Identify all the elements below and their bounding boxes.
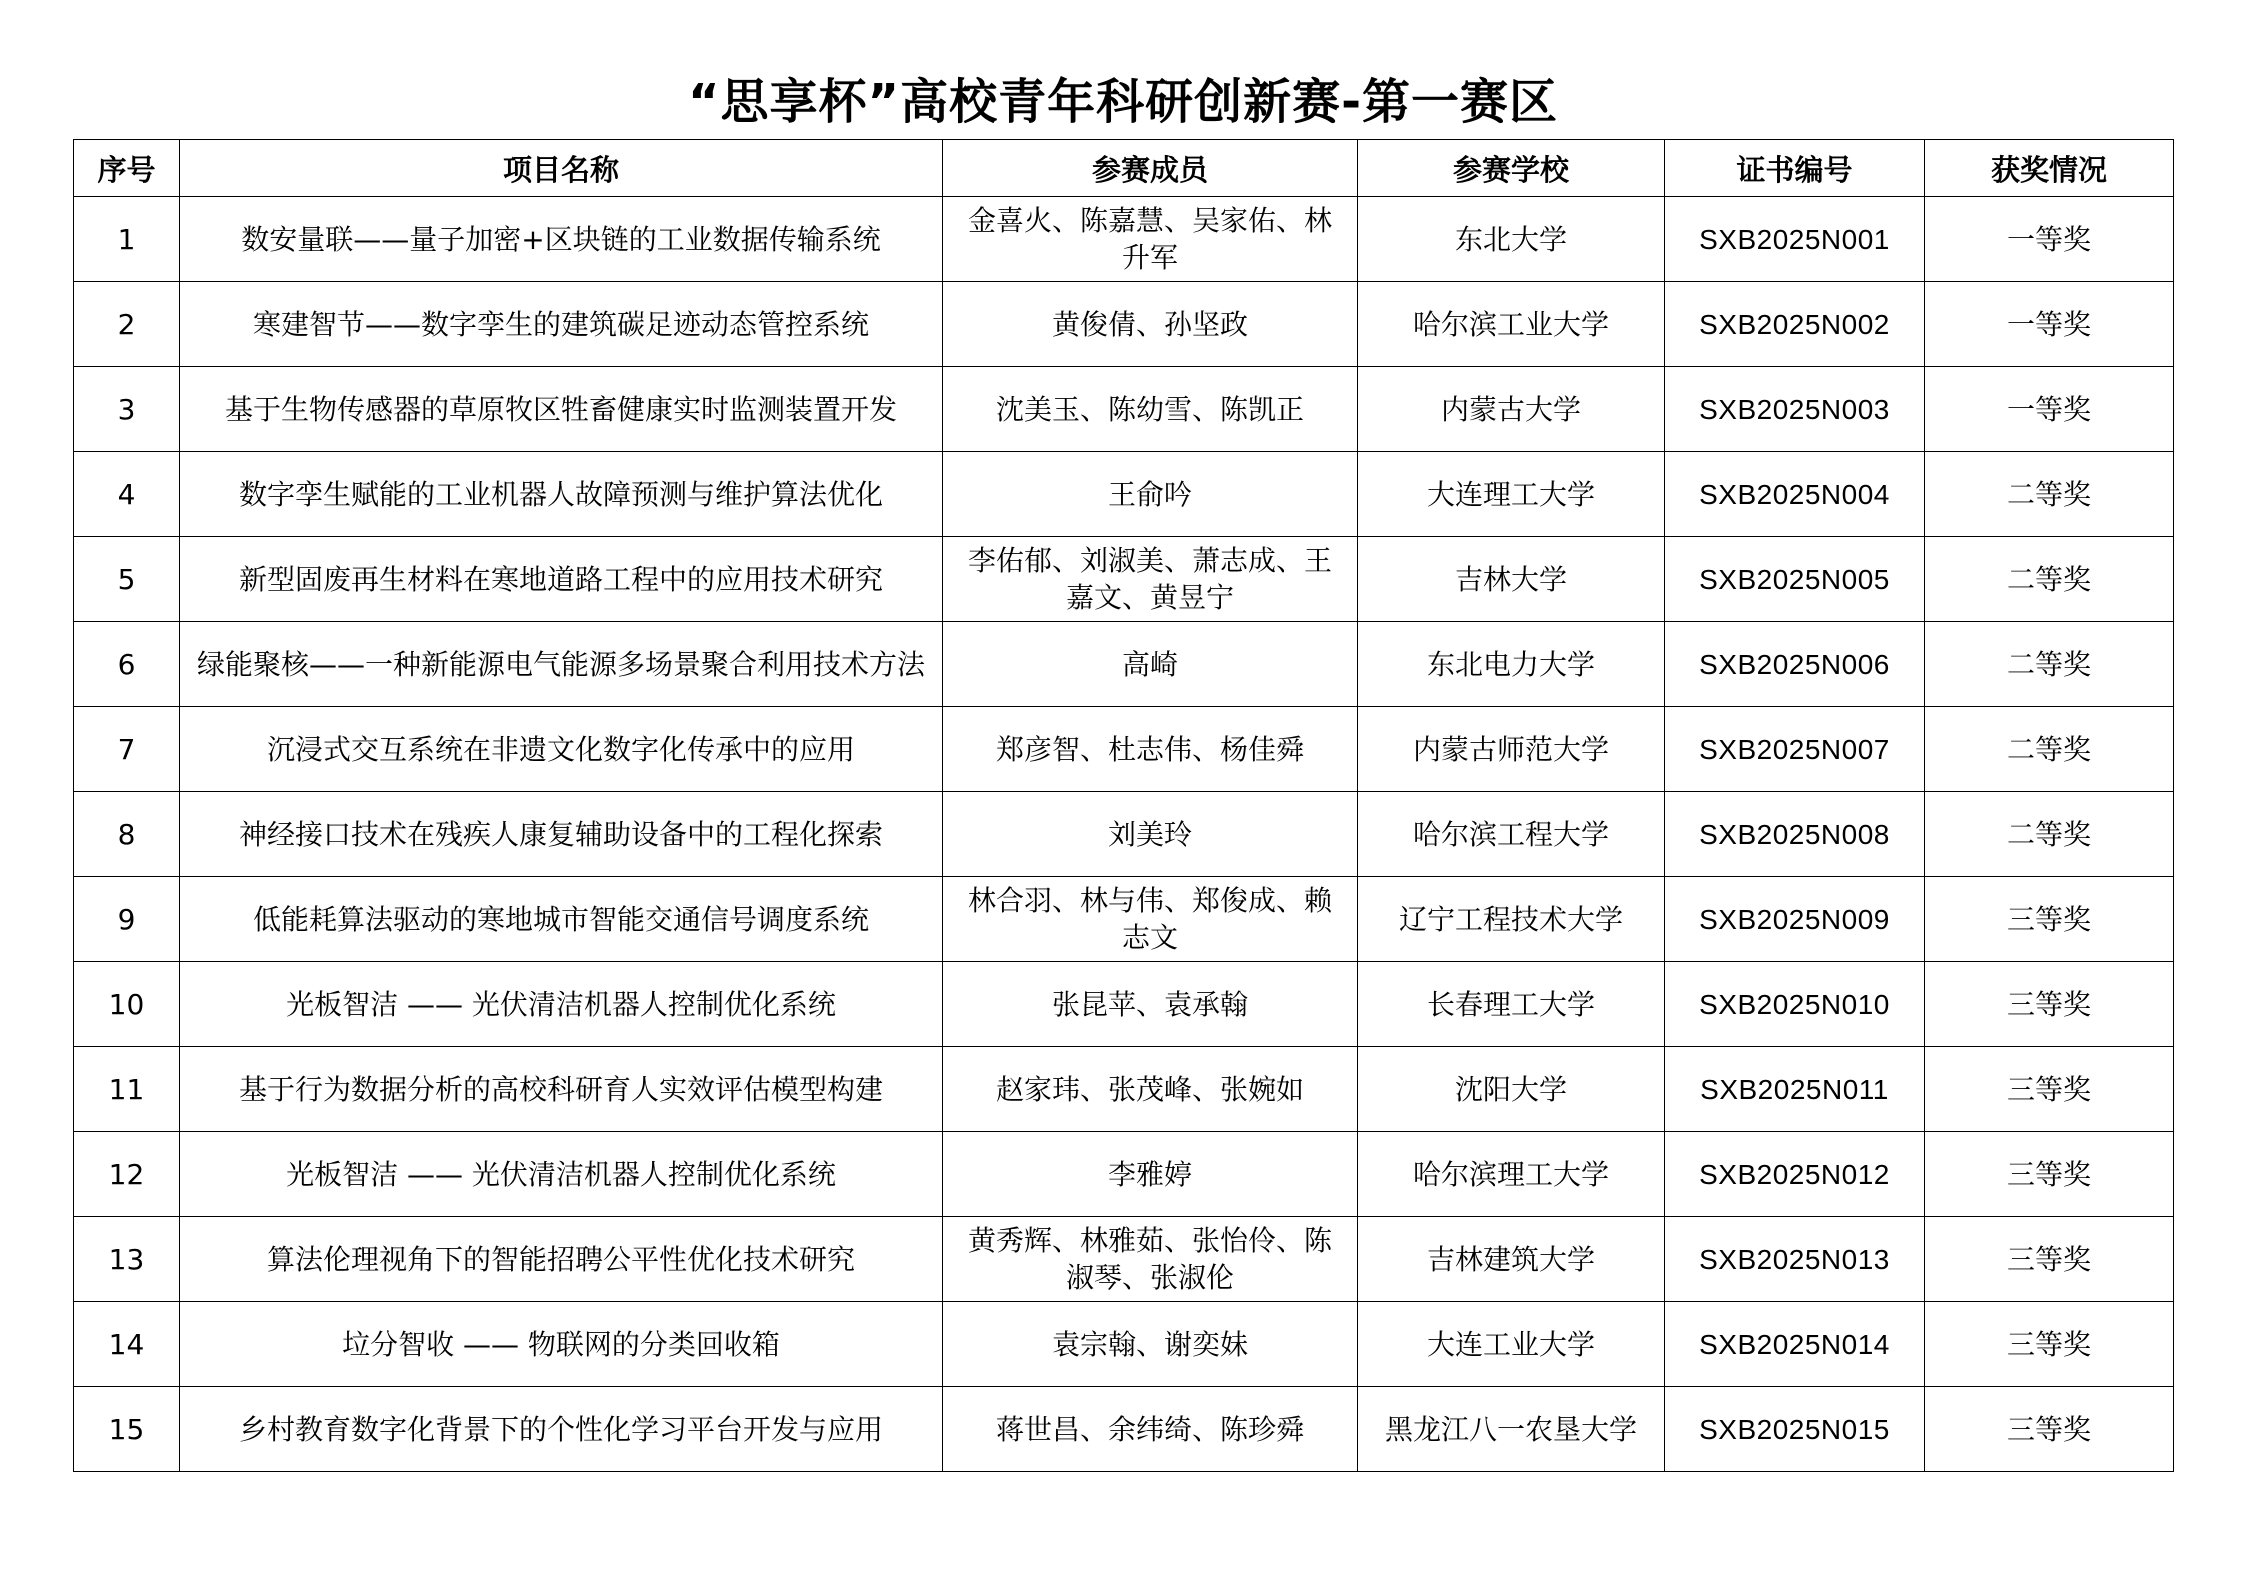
cell-school: 长春理工大学 [1358, 962, 1665, 1047]
cell-award: 三等奖 [1925, 877, 2174, 962]
cell-project: 光板智洁 —— 光伏清洁机器人控制优化系统 [180, 1132, 943, 1217]
cell-award: 二等奖 [1925, 792, 2174, 877]
column-header-award: 获奖情况 [1925, 140, 2174, 197]
cell-award: 一等奖 [1925, 282, 2174, 367]
cell-project: 乡村教育数字化背景下的个性化学习平台开发与应用 [180, 1387, 943, 1472]
table-row [74, 1387, 2174, 1472]
table-row [74, 1047, 2174, 1132]
cell-school: 东北大学 [1358, 197, 1665, 282]
column-header-index: 序号 [74, 140, 180, 197]
table-row [74, 962, 2174, 1047]
cell-index: 7 [74, 707, 180, 792]
table-row [74, 877, 2174, 962]
cell-project: 沉浸式交互系统在非遗文化数字化传承中的应用 [180, 707, 943, 792]
table-row [74, 452, 2174, 537]
cell-project: 算法伦理视角下的智能招聘公平性优化技术研究 [180, 1217, 943, 1302]
cell-cert: SXB2025N002 [1665, 282, 1925, 367]
cell-index: 10 [74, 962, 180, 1047]
cell-members: 黄俊倩、孙坚政 [943, 282, 1358, 367]
table-row [74, 537, 2174, 622]
cell-school: 哈尔滨工业大学 [1358, 282, 1665, 367]
table-row [74, 1302, 2174, 1387]
cell-school: 内蒙古师范大学 [1358, 707, 1665, 792]
cell-index: 3 [74, 367, 180, 452]
cell-award: 二等奖 [1925, 707, 2174, 792]
cell-members: 黄秀辉、林雅茹、张怡伶、陈淑琴、张淑伦 [943, 1217, 1358, 1302]
cell-award: 三等奖 [1925, 962, 2174, 1047]
cell-cert: SXB2025N008 [1665, 792, 1925, 877]
cell-cert: SXB2025N004 [1665, 452, 1925, 537]
cell-cert: SXB2025N013 [1665, 1217, 1925, 1302]
cell-cert: SXB2025N006 [1665, 622, 1925, 707]
cell-index: 8 [74, 792, 180, 877]
cell-school: 东北电力大学 [1358, 622, 1665, 707]
column-header-members: 参赛成员 [943, 140, 1358, 197]
table-row [74, 1217, 2174, 1302]
cell-index: 12 [74, 1132, 180, 1217]
cell-award: 二等奖 [1925, 452, 2174, 537]
table-row [74, 367, 2174, 452]
awards-table [73, 139, 2174, 1472]
cell-school: 吉林建筑大学 [1358, 1217, 1665, 1302]
cell-members: 李雅婷 [943, 1132, 1358, 1217]
cell-award: 三等奖 [1925, 1132, 2174, 1217]
cell-award: 一等奖 [1925, 197, 2174, 282]
cell-cert: SXB2025N009 [1665, 877, 1925, 962]
cell-members: 张昆苹、袁承翰 [943, 962, 1358, 1047]
column-header-cert: 证书编号 [1665, 140, 1925, 197]
cell-school: 黑龙江八一农垦大学 [1358, 1387, 1665, 1472]
cell-members: 袁宗翰、谢奕妹 [943, 1302, 1358, 1387]
page-title: “思享杯”高校青年科研创新赛-第一赛区 [687, 74, 1559, 130]
cell-school: 大连理工大学 [1358, 452, 1665, 537]
cell-members: 林合羽、林与伟、郑俊成、赖志文 [943, 877, 1358, 962]
cell-project: 神经接口技术在残疾人康复辅助设备中的工程化探索 [180, 792, 943, 877]
cell-members: 刘美玲 [943, 792, 1358, 877]
cell-members: 沈美玉、陈幼雪、陈凯正 [943, 367, 1358, 452]
table-row [74, 707, 2174, 792]
cell-members: 蒋世昌、余纬绮、陈珍舜 [943, 1387, 1358, 1472]
cell-school: 哈尔滨工程大学 [1358, 792, 1665, 877]
cell-school: 哈尔滨理工大学 [1358, 1132, 1665, 1217]
cell-project: 基于生物传感器的草原牧区牲畜健康实时监测装置开发 [180, 367, 943, 452]
table-row [74, 792, 2174, 877]
cell-index: 15 [74, 1387, 180, 1472]
column-header-school: 参赛学校 [1358, 140, 1665, 197]
cell-school: 内蒙古大学 [1358, 367, 1665, 452]
cell-project: 数字孪生赋能的工业机器人故障预测与维护算法优化 [180, 452, 943, 537]
table-body [74, 197, 2174, 1472]
cell-members: 李佑郁、刘淑美、萧志成、王嘉文、黄昱宁 [943, 537, 1358, 622]
cell-index: 13 [74, 1217, 180, 1302]
cell-cert: SXB2025N001 [1665, 197, 1925, 282]
cell-cert: SXB2025N005 [1665, 537, 1925, 622]
cell-project: 光板智洁 —— 光伏清洁机器人控制优化系统 [180, 962, 943, 1047]
table-row [74, 282, 2174, 367]
cell-project: 新型固废再生材料在寒地道路工程中的应用技术研究 [180, 537, 943, 622]
cell-award: 二等奖 [1925, 622, 2174, 707]
cell-index: 2 [74, 282, 180, 367]
cell-members: 金喜火、陈嘉慧、吴家佑、林升军 [943, 197, 1358, 282]
cell-index: 14 [74, 1302, 180, 1387]
cell-project: 寒建智节——数字孪生的建筑碳足迹动态管控系统 [180, 282, 943, 367]
cell-school: 辽宁工程技术大学 [1358, 877, 1665, 962]
table-header-row [74, 140, 2174, 197]
cell-award: 三等奖 [1925, 1302, 2174, 1387]
cell-members: 王俞吟 [943, 452, 1358, 537]
cell-index: 1 [74, 197, 180, 282]
cell-cert: SXB2025N014 [1665, 1302, 1925, 1387]
cell-index: 11 [74, 1047, 180, 1132]
table-row [74, 197, 2174, 282]
cell-cert: SXB2025N012 [1665, 1132, 1925, 1217]
cell-cert: SXB2025N015 [1665, 1387, 1925, 1472]
column-header-project: 项目名称 [180, 140, 943, 197]
cell-project: 基于行为数据分析的高校科研育人实效评估模型构建 [180, 1047, 943, 1132]
cell-members: 郑彦智、杜志伟、杨佳舜 [943, 707, 1358, 792]
cell-index: 5 [74, 537, 180, 622]
cell-index: 6 [74, 622, 180, 707]
cell-award: 二等奖 [1925, 537, 2174, 622]
table-row [74, 1132, 2174, 1217]
cell-cert: SXB2025N011 [1665, 1047, 1925, 1132]
cell-project: 数安量联——量子加密+区块链的工业数据传输系统 [180, 197, 943, 282]
table-row [74, 622, 2174, 707]
cell-cert: SXB2025N007 [1665, 707, 1925, 792]
cell-cert: SXB2025N003 [1665, 367, 1925, 452]
cell-cert: SXB2025N010 [1665, 962, 1925, 1047]
cell-project: 垃分智收 —— 物联网的分类回收箱 [180, 1302, 943, 1387]
cell-award: 三等奖 [1925, 1047, 2174, 1132]
cell-members: 赵家玮、张茂峰、张婉如 [943, 1047, 1358, 1132]
cell-index: 9 [74, 877, 180, 962]
cell-index: 4 [74, 452, 180, 537]
cell-school: 沈阳大学 [1358, 1047, 1665, 1132]
cell-school: 大连工业大学 [1358, 1302, 1665, 1387]
cell-award: 三等奖 [1925, 1387, 2174, 1472]
cell-award: 一等奖 [1925, 367, 2174, 452]
cell-award: 三等奖 [1925, 1217, 2174, 1302]
cell-project: 低能耗算法驱动的寒地城市智能交通信号调度系统 [180, 877, 943, 962]
cell-project: 绿能聚核——一种新能源电气能源多场景聚合利用技术方法 [180, 622, 943, 707]
cell-school: 吉林大学 [1358, 537, 1665, 622]
cell-members: 高崎 [943, 622, 1358, 707]
